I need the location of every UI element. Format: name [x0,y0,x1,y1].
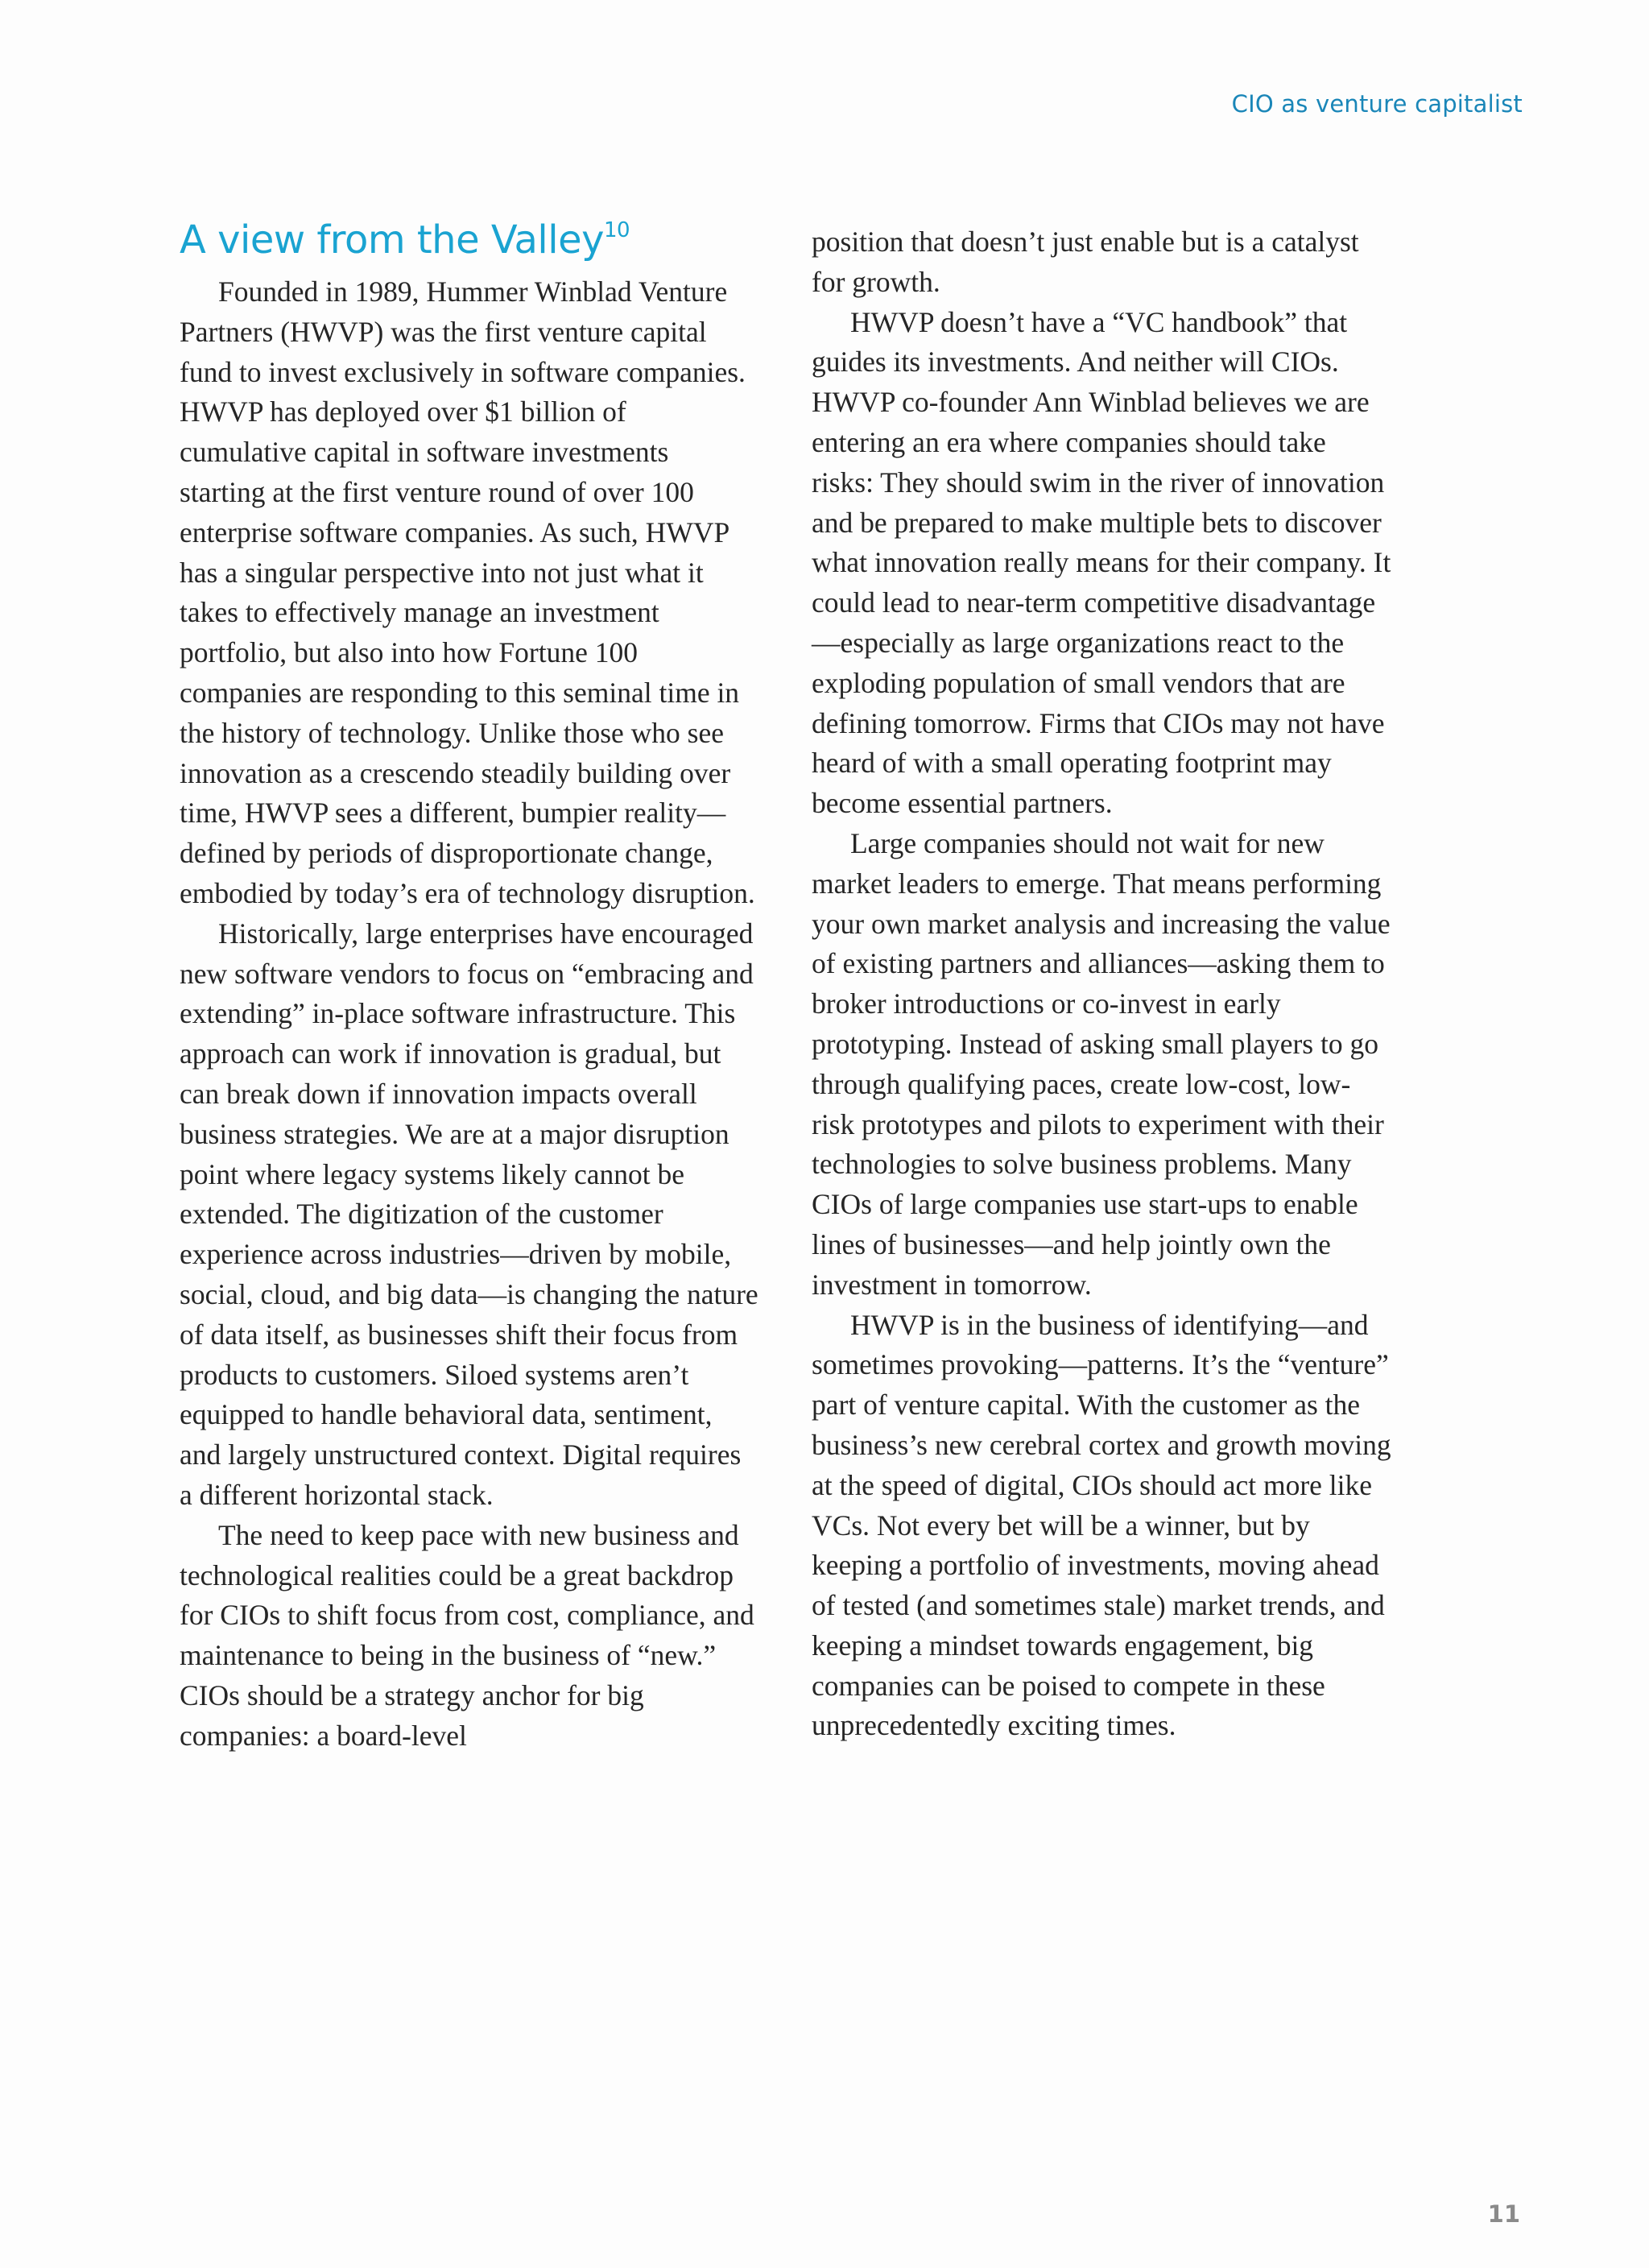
left-column [180,216,759,1756]
section-title [180,216,759,264]
section-title-text: A view from the Valley [180,217,605,263]
paragraph: The need to keep pace with new business and technological realities could be a great backdrop for CIOs to shift focus from cost, compliance, and maintenance to being in the business of “new.” CIOs should be a strategy anchor for big companies: a board-level [180,1518,754,1752]
running-head: CIO as venture capitalist [1231,90,1523,118]
paragraph: Historically, large enterprises have encouraged new software vendors to focus on “embracing and extending” in-place software infrastructure. This approach can work if innovation is gradual, but can break down if innovation impacts overall business strategies. We are at a major disruption point where legacy systems likely cannot be extended. The digitization of the customer experience across industries—driven by mobile, social, cloud, and big data—is changing the nature of data itself, as businesses shift their focus from products to customers. Siloed systems aren’t equipped to handle behavioral data, sentiment, and largely unstructured context. Digital requires a different horizontal stack. [180,917,758,1511]
right-column [812,222,1391,1746]
paragraph-continued: position that doesn’t just enable but is a catalyst for growth. [812,226,1359,298]
paragraph: HWVP doesn’t have a “VC handbook” that guides its investments. And neither will CIOs. HWVP co-founder Ann Winblad believes we are entering an era where companies should take risks: They should swim in the river of innovation and be prepared to make multiple bets to discover what innovation really means for their company. It could lead to near-term competitive disadvantage—especially as large organizations react to the exploding population of small vendors that are defining tomorrow. Firms that CIOs may not have heard of with a small operating footprint may become essential partners. [812,305,1391,820]
page-number: 11 [1487,2200,1520,2228]
paragraph: Large companies should not wait for new market leaders to emerge. That means performing your own market analysis and increasing the value of existing partners and alliances—asking them to broker introductions or co-invest in early prototyping. Instead of asking small players to go through qualifying paces, create low-cost, low-risk prototypes and pilots to experiment with their technologies to solve business problems. Many CIOs of large companies use start-ups to enable lines of businesses—and help jointly own the investment in tomorrow. [812,826,1391,1301]
paragraph: HWVP is in the business of identifying—and sometimes provoking—patterns. It’s the “venture” part of venture capital. With the customer as the business’s new cerebral cortex and growth moving at the speed of digital, CIOs should act more like VCs. Not every bet will be a winner, but by keeping a portfolio of investments, moving ahead of tested (and sometimes stale) market trends, and keeping a mindset towards engagement, big companies can be poised to compete in these unprecedentedly exciting times. [812,1308,1391,1742]
paragraph: Founded in 1989, Hummer Winblad Venture Partners (HWVP) was the first venture capital fund to invest exclusively in software companies. HWVP has deployed over $1 billion of cumulative capital in software investments starting at the first venture round of over 100 enterprise software companies. As such, HWVP has a singular perspective into not just what it takes to effectively manage an investment portfolio, but also into how Fortune 100 companies are responding to this seminal time in the history of technology. Unlike those who see innovation as a crescendo steadily building over time, HWVP sees a different, bumpier reality—defined by periods of disproportionate change, embodied by today’s era of technology disruption. [180,275,755,909]
footnote-reference[interactable]: 10 [604,218,630,242]
